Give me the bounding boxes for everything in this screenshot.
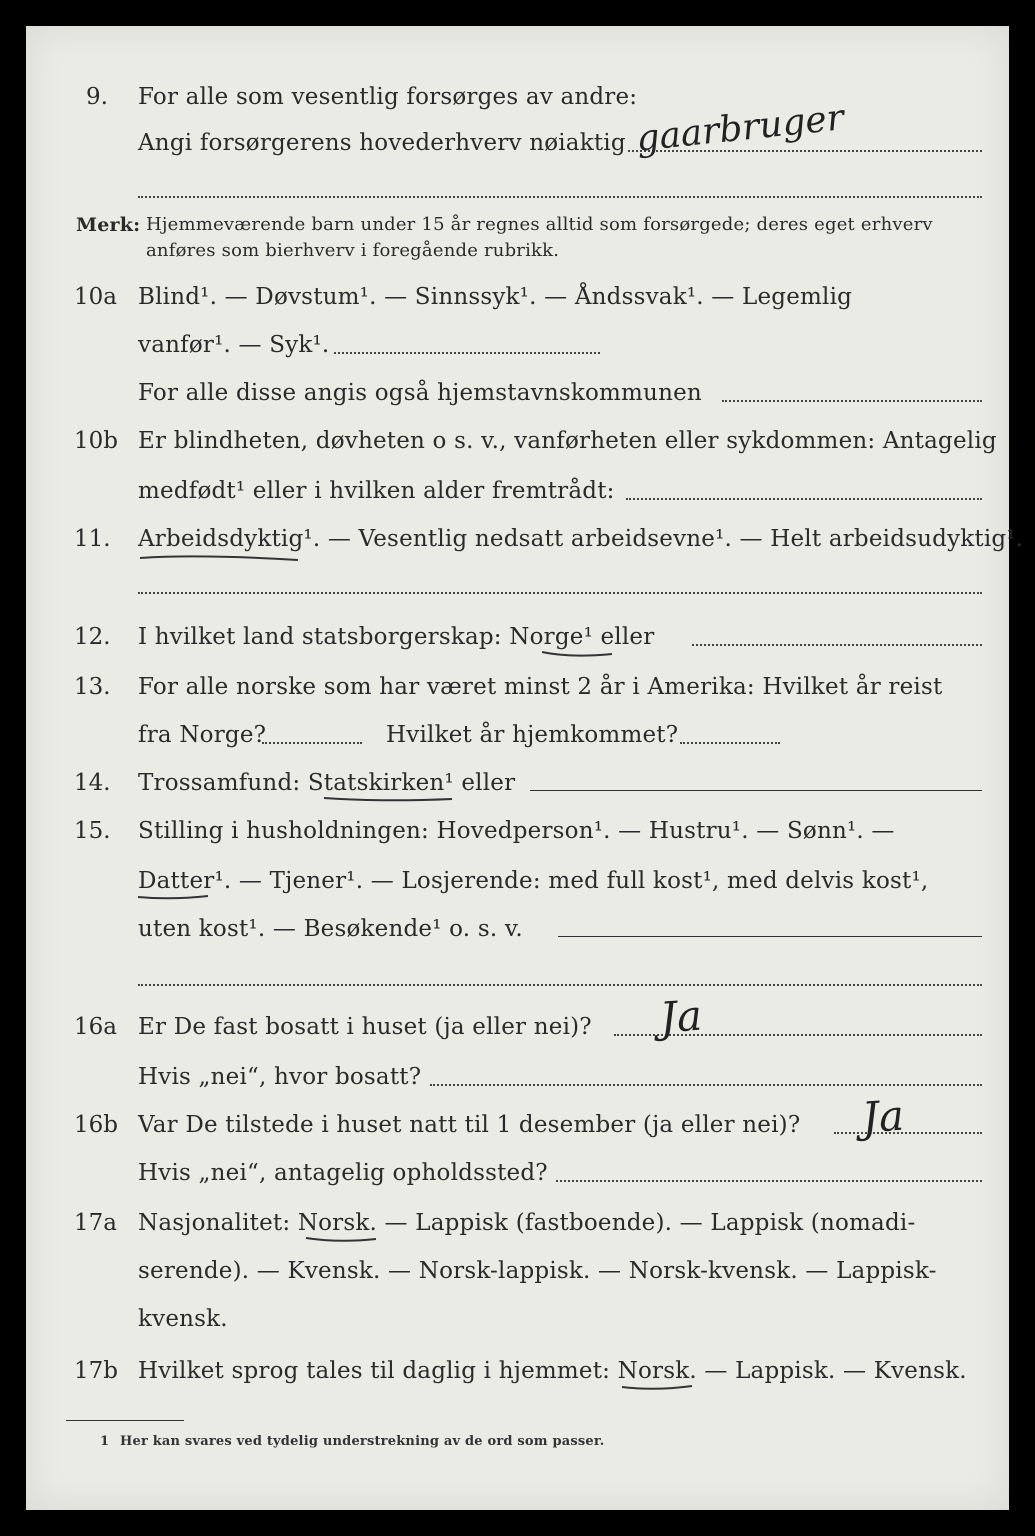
q17a-line1: Nasjonalitet: Norsk. — Lappisk (fastboende). — Lappisk (nomadi-: [138, 1210, 916, 1236]
q15-extra-line: [138, 984, 982, 986]
q17b-line1: Hvilket sprog tales til daglig i hjemmet: Norsk. — Lappisk. — Kvensk.: [138, 1358, 967, 1384]
q9-extra-line: [138, 196, 982, 198]
merk-line1: Hjemmeværende barn under 15 år regnes alltid som forsørgede; deres eget erhverv: [146, 214, 933, 235]
footnote-separator: [66, 1420, 184, 1421]
q14-answer-line: [530, 790, 982, 791]
q11-line1: Arbeidsdyktig¹. — Vesentlig nedsatt arbeidsevne¹. — Helt arbeidsudyktig¹.: [138, 526, 1024, 552]
footnote-mark: 1: [100, 1434, 110, 1449]
q15-line3: uten kost¹. — Besøkende¹ o. s. v.: [138, 916, 523, 942]
merk-line2: anføres som bierhverv i foregående rubrikk.: [146, 240, 560, 261]
q13-number: 13.: [74, 674, 111, 700]
q16b-line2: Hvis „nei“, antagelig opholdssted?: [138, 1160, 548, 1186]
q10a-kommune-line: [722, 400, 982, 402]
q15-answer-line: [558, 936, 982, 937]
q10b-line1: Er blindheten, døvheten o s. v., vanførheten eller sykdommen: Antagelig: [138, 428, 997, 454]
q16a-handwritten-answer: Ja: [658, 990, 704, 1043]
q10a-line3: For alle disse angis også hjemstavnskommunen: [138, 380, 702, 406]
q12-number: 12.: [74, 624, 111, 650]
q10a-line1: Blind¹. — Døvstum¹. — Sinnssyk¹. — Åndssvak¹. — Legemlig: [138, 284, 853, 310]
q13-line1: For alle norske som har været minst 2 år i Amerika: Hvilket år reist: [138, 674, 943, 700]
q10a-syk-line: [334, 352, 600, 354]
q17b-underline-mark: [620, 1382, 700, 1394]
q16b-number: 16b: [74, 1112, 118, 1138]
q13-reist-line: [262, 742, 362, 744]
q16a-number: 16a: [74, 1014, 117, 1040]
q17b-number: 17b: [74, 1358, 118, 1384]
q11-number: 11.: [74, 526, 111, 552]
q9-number: 9.: [86, 84, 108, 110]
q10b-line2: medfødt¹ eller i hvilken alder fremtrådt:: [138, 478, 615, 504]
q9-handwritten-answer: gaarbruger: [634, 97, 846, 160]
q14-underline-mark: [322, 794, 462, 806]
q10a-line2: vanfør¹. — Syk¹.: [138, 332, 330, 358]
q11-underline-mark: [138, 552, 308, 566]
q15-number: 15.: [74, 818, 111, 844]
q15-line1: Stilling i husholdningen: Hovedperson¹. — Hustru¹. — Sønn¹. —: [138, 818, 895, 844]
q12-underline-mark: [540, 648, 620, 660]
q16b-line1: Var De tilstede i huset natt til 1 desember (ja eller nei)?: [138, 1112, 801, 1138]
q11-extra-line: [138, 592, 982, 594]
q10b-answer-line: [626, 498, 982, 500]
q16b-handwritten-answer: Ja: [860, 1090, 906, 1143]
q15-line2: Datter¹. — Tjener¹. — Losjerende: med full kost¹, med delvis kost¹,: [138, 868, 929, 894]
q10b-number: 10b: [74, 428, 118, 454]
q13-hjemkommet-line: [680, 742, 780, 744]
q17a-number: 17a: [74, 1210, 117, 1236]
q13-line2a: fra Norge?: [138, 722, 267, 748]
footnote-text: Her kan svares ved tydelig understrekning av de ord som passer.: [120, 1434, 605, 1449]
q13-line2b: Hvilket år hjemkommet?: [386, 722, 679, 748]
q16b-opholdssted-line: [556, 1180, 982, 1182]
q9-line2: Angi forsørgerens hovederhverv nøiaktig: [138, 130, 626, 156]
q10a-number: 10a: [74, 284, 117, 310]
q17a-line2: serende). — Kvensk. — Norsk-lappisk. — Norsk-kvensk. — Lappisk-: [138, 1258, 937, 1284]
q12-answer-line: [692, 644, 982, 646]
merk-label: Merk:: [76, 214, 141, 236]
q14-number: 14.: [74, 770, 111, 796]
q9-line1: For alle som vesentlig forsørges av andre:: [138, 84, 638, 110]
q16a-bosatt-line: [430, 1084, 982, 1086]
q16b-answer-line: [834, 1132, 982, 1134]
q12-line1: I hvilket land statsborgerskap: Norge¹ eller: [138, 624, 655, 650]
q16a-line1: Er De fast bosatt i huset (ja eller nei)?: [138, 1014, 592, 1040]
q14-line1: Trossamfund: Statskirken¹ eller: [138, 770, 516, 796]
q15-underline-mark: [136, 892, 216, 904]
q17a-underline-mark: [304, 1234, 384, 1246]
q17a-line3: kvensk.: [138, 1306, 228, 1332]
q16a-line2: Hvis „nei“, hvor bosatt?: [138, 1064, 422, 1090]
